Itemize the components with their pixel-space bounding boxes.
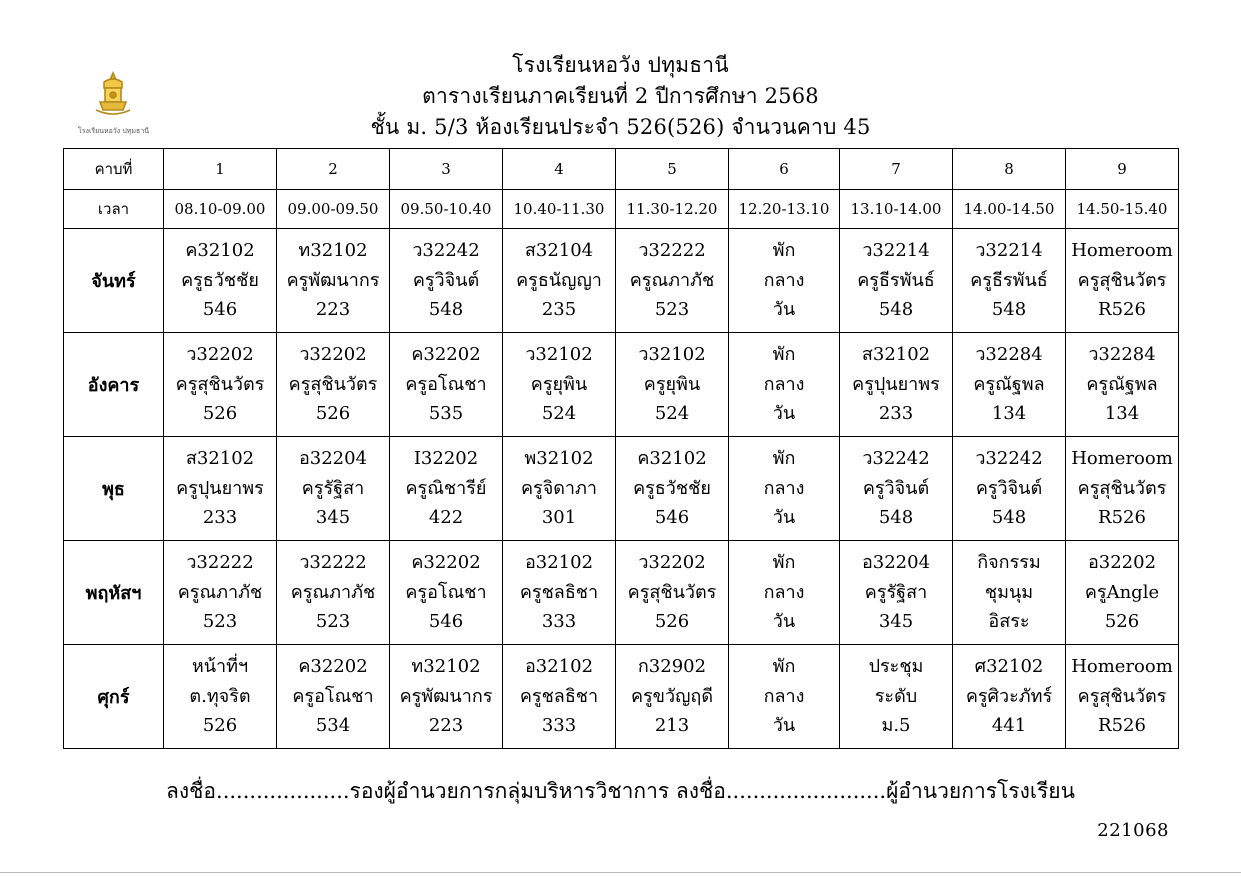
subject-code: อ32204 [298,448,368,470]
subject-code: ส32104 [524,240,594,262]
teacher-name: ครูธีรพันธ์ [970,269,1048,291]
period-label: คาบที่ [64,149,164,190]
teacher-name: ครูอโณชา [405,581,487,603]
room-number: 441 [991,715,1027,737]
class-info: ชั้น ม. 5/3 ห้องเรียนประจำ 526(526) จำนวนคาบ 45 [370,115,871,139]
timetable-cell [503,437,616,541]
room-number: 546 [202,299,238,321]
subject-code: Homeroom [1071,240,1173,262]
teacher-name: ครูณัฐพล [973,373,1045,395]
teacher-name: ต.ทุจริต [189,685,251,707]
teacher-name: ครูธนัญญา [516,269,602,291]
subject-code: I32202 [413,448,479,470]
timetable-cell [616,645,729,749]
signature-line: ลงชื่อ....................รองผู้อำนวยการกลุ่มบริหารวิชาการ ลงชื่อ........................ผู้อำนวยการโรงเรียน [166,779,1075,803]
room-number: 345 [878,611,914,633]
timetable-cell [616,333,729,437]
subject-code: ส32102 [861,344,931,366]
room-number: 233 [202,507,238,529]
timetable-cell [953,645,1066,749]
teacher-name: ครูอโณชา [292,685,374,707]
timetable-cell [953,437,1066,541]
subject-code: ว32202 [299,344,367,366]
teacher-name: ครูรัฐิสา [864,581,928,603]
timetable-cell [1066,645,1179,749]
timetable-cell [164,333,277,437]
logo-caption: โรงเรียนหอวัง ปทุมธานี [78,127,150,135]
teacher-name: ครูชลธิชา [519,581,599,603]
period-time: 09.00-09.50 [277,190,390,229]
room-number: 548 [991,507,1027,529]
teacher-name: ครูณภาภัช [177,581,263,603]
timetable-cell [729,541,840,645]
room-number: 548 [428,299,464,321]
room-number: 546 [428,611,464,633]
subject-code: อ32202 [1087,552,1157,574]
timetable-cell [616,541,729,645]
timetable-cell [840,229,953,333]
teacher-name: ครูวิจินต์ [412,269,480,291]
subject-code: พัก [772,656,796,678]
teacher-name: ครูอโณชา [405,373,487,395]
document-code: 221068 [1097,820,1169,841]
subject-code: พัก [772,448,796,470]
day-row [64,229,1179,333]
teacher-name: ครูขวัญฤดี [630,685,714,707]
teacher-name: กลาง [763,477,805,499]
period-time: 12.20-13.10 [729,190,840,229]
room-number: 523 [315,611,351,633]
room-number: อิสระ [988,611,1030,633]
teacher-name: ครูพัฒนากร [399,685,493,707]
subject-code: อ32102 [524,552,594,574]
teacher-name: กลาง [763,269,805,291]
time-row [64,190,1179,229]
timetable-cell [390,229,503,333]
room-number: 526 [202,403,238,425]
subject-code: ค32102 [637,448,707,470]
schedule-title: ตารางเรียนภาคเรียนที่ 2 ปีการศึกษา 2568 [422,84,819,108]
teacher-name: ครูยุพิน [643,373,701,395]
subject-code: พัก [772,240,796,262]
teacher-name: ครูAngle [1084,581,1160,603]
timetable-cell [390,437,503,541]
day-row [64,541,1179,645]
room-number: 548 [991,299,1027,321]
teacher-name: ระดับ [874,685,918,707]
period-number: 4 [503,149,616,190]
timetable-cell [1066,229,1179,333]
timetable-cell [729,645,840,749]
room-number: วัน [772,299,796,321]
room-number: 213 [654,715,690,737]
teacher-name: ครูศิวะภัทร์ [965,685,1053,707]
teacher-name: ครูปุนยาพร [852,373,940,395]
subject-code: หน้าที่ฯ [191,656,249,678]
subject-code: พ32102 [524,448,594,470]
subject-code: ว32202 [186,344,254,366]
subject-code: ศ32102 [974,656,1044,678]
timetable-cell [1066,333,1179,437]
room-number: 223 [428,715,464,737]
room-number: 333 [541,715,577,737]
timetable-cell [503,645,616,749]
subject-code: ค32102 [185,240,255,262]
teacher-name: ครูวิจินต์ [975,477,1043,499]
day-name: ศุกร์ [64,645,164,749]
period-number: 2 [277,149,390,190]
period-time: 11.30-12.20 [616,190,729,229]
timetable-cell [390,333,503,437]
room-number: R526 [1098,299,1146,321]
teacher-name: ครูธวัชชัย [633,477,711,499]
teacher-name: ครูณัฐพล [1086,373,1158,395]
subject-code: ว32242 [975,448,1043,470]
timetable-cell [277,541,390,645]
room-number: 534 [315,715,351,737]
period-time: 13.10-14.00 [840,190,953,229]
timetable-cell [1066,541,1179,645]
timetable-cell [953,541,1066,645]
period-number: 7 [840,149,953,190]
timetable-cell [390,645,503,749]
subject-code: ว32222 [186,552,254,574]
timetable-cell [616,437,729,541]
day-row [64,645,1179,749]
teacher-name: ครูสุชินวัตร [627,581,717,603]
teacher-name: ครูธีรพันธ์ [857,269,935,291]
timetable-cell [729,333,840,437]
school-name: โรงเรียนหอวัง ปทุมธานี [512,53,729,77]
time-label: เวลา [64,190,164,229]
teacher-name: ครูสุชินวัตร [1077,269,1167,291]
subject-code: อ32204 [861,552,931,574]
room-number: 523 [202,611,238,633]
subject-code: พัก [772,344,796,366]
room-number: ม.5 [881,715,911,737]
timetable-cell [277,437,390,541]
room-number: 345 [315,507,351,529]
room-number: 546 [654,507,690,529]
subject-code: ว32222 [299,552,367,574]
subject-code: ว32214 [975,240,1043,262]
teacher-name: ครูพัฒนากร [286,269,380,291]
subject-code: ว32102 [525,344,593,366]
subject-code: ว32284 [975,344,1043,366]
subject-code: ท32102 [298,240,368,262]
timetable-cell [164,437,277,541]
timetable-cell [503,229,616,333]
subject-code: ค32202 [411,344,481,366]
room-number: วัน [772,611,796,633]
teacher-name: ชุมนุม [984,581,1034,603]
subject-code: อ32102 [524,656,594,678]
teacher-name: ครูรัฐิสา [301,477,365,499]
subject-code: Homeroom [1071,656,1173,678]
timetable-cell [164,541,277,645]
teacher-name: กลาง [763,581,805,603]
teacher-name: ครูจิดาภา [520,477,598,499]
period-number: 8 [953,149,1066,190]
subject-code: กิจกรรม [977,552,1041,574]
room-number: 526 [654,611,690,633]
period-time: 09.50-10.40 [390,190,503,229]
teacher-name: ครูณภาภัช [629,269,715,291]
timetable-cell [953,229,1066,333]
subject-code: ประชุม [868,656,924,678]
room-number: 524 [541,403,577,425]
subject-code: ท32102 [411,656,481,678]
timetable-cell [164,229,277,333]
timetable [63,148,1179,749]
room-number: วัน [772,507,796,529]
timetable-cell [840,333,953,437]
room-number: 333 [541,611,577,633]
room-number: 535 [428,403,464,425]
room-number: 223 [315,299,351,321]
period-time: 10.40-11.30 [503,190,616,229]
teacher-name: ครูณิชารีย์ [405,477,487,499]
room-number: 301 [541,507,577,529]
subject-code: ว32202 [638,552,706,574]
day-name: พุธ [64,437,164,541]
teacher-name: กลาง [763,685,805,707]
timetable-cell [277,645,390,749]
room-number: 422 [428,507,464,529]
room-number: 526 [202,715,238,737]
subject-code: ค32202 [298,656,368,678]
period-time: 14.00-14.50 [953,190,1066,229]
subject-code: ค32202 [411,552,481,574]
teacher-name: ครูสุชินวัตร [1077,477,1167,499]
teacher-name: ครูวิจินต์ [862,477,930,499]
page-edge-divider [0,872,1241,873]
timetable-cell [503,541,616,645]
room-number: 548 [878,507,914,529]
room-number: 233 [878,403,914,425]
room-number: 134 [1104,403,1140,425]
room-number: วัน [772,403,796,425]
subject-code: ว32242 [862,448,930,470]
timetable-cell [729,437,840,541]
day-row [64,333,1179,437]
timetable-cell [840,645,953,749]
subject-code: ก32902 [637,656,707,678]
timetable-cell [277,333,390,437]
period-number: 6 [729,149,840,190]
room-number: 134 [991,403,1027,425]
timetable-cell [1066,437,1179,541]
period-time: 08.10-09.00 [164,190,277,229]
subject-code: ว32102 [638,344,706,366]
teacher-name: ครูชลธิชา [519,685,599,707]
timetable-cell [953,333,1066,437]
timetable-cell [277,229,390,333]
room-number: R526 [1098,507,1146,529]
timetable-cell [164,645,277,749]
subject-code: Homeroom [1071,448,1173,470]
subject-code: ว32222 [638,240,706,262]
timetable-cell [503,333,616,437]
subject-code: ว32242 [412,240,480,262]
subject-code: ส32102 [185,448,255,470]
timetable-cell [390,541,503,645]
subject-code: ว32214 [862,240,930,262]
room-number: 523 [654,299,690,321]
teacher-name: ครูสุชินวัตร [288,373,378,395]
teacher-name: ครูสุชินวัตร [1077,685,1167,707]
subject-code: พัก [772,552,796,574]
page-header [0,50,1241,143]
room-number: 548 [878,299,914,321]
subject-code: ว32284 [1088,344,1156,366]
teacher-name: กลาง [763,373,805,395]
room-number: 524 [654,403,690,425]
room-number: วัน [772,715,796,737]
period-number: 3 [390,149,503,190]
day-name: จันทร์ [64,229,164,333]
period-number: 5 [616,149,729,190]
teacher-name: ครูยุพิน [530,373,588,395]
timetable-cell [616,229,729,333]
timetable-cell [729,229,840,333]
room-number: R526 [1098,715,1146,737]
room-number: 235 [541,299,577,321]
period-number: 9 [1066,149,1179,190]
day-row [64,437,1179,541]
period-number: 1 [164,149,277,190]
day-name: พฤหัสฯ [64,541,164,645]
teacher-name: ครูสุชินวัตร [175,373,265,395]
period-time: 14.50-15.40 [1066,190,1179,229]
teacher-name: ครูณภาภัช [290,581,376,603]
day-name: อังคาร [64,333,164,437]
teacher-name: ครูปุนยาพร [176,477,264,499]
room-number: 526 [1104,611,1140,633]
period-row [64,149,1179,190]
room-number: 526 [315,403,351,425]
timetable-cell [840,541,953,645]
teacher-name: ครูธวัชชัย [181,269,259,291]
timetable-cell [840,437,953,541]
